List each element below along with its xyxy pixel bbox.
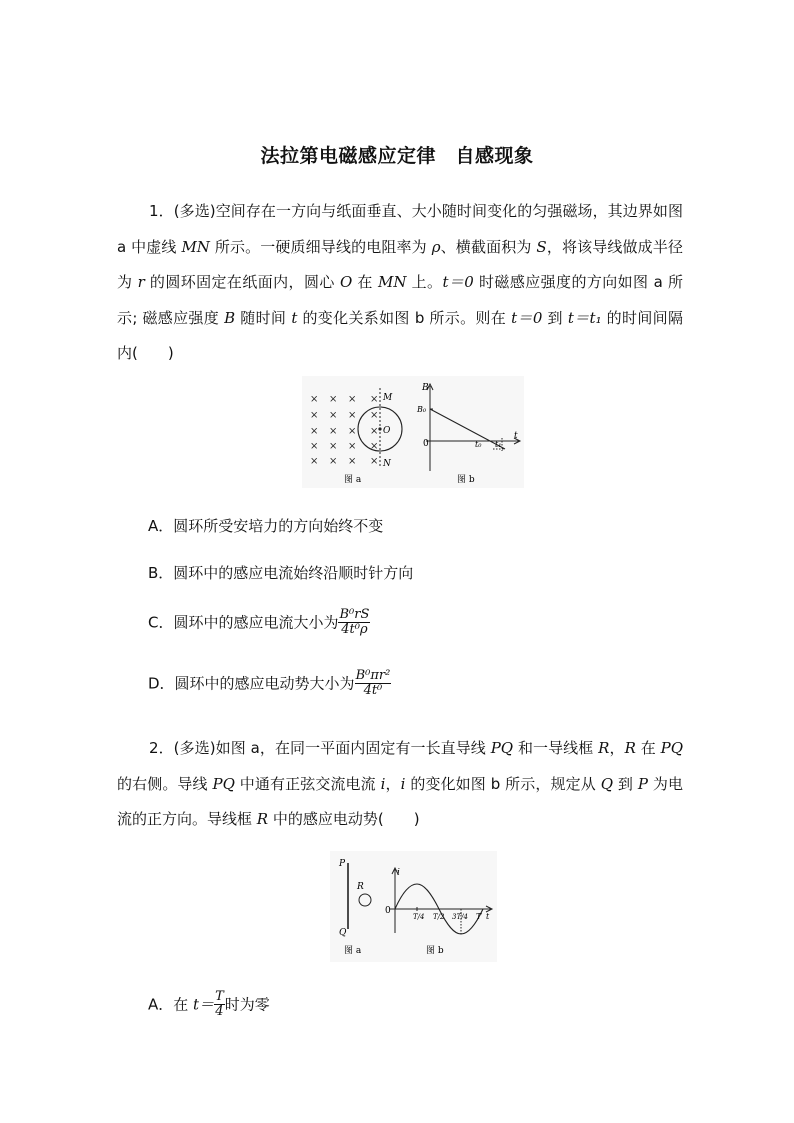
q2-option-a[interactable]: A．在 t＝ $\frac{T}{4}$ 时为零 xyxy=(148,989,270,1020)
label-B0: B₀ xyxy=(417,405,427,414)
axis-label-i: i xyxy=(397,868,400,878)
page-title: 法拉第电磁感应定律 自感现象 xyxy=(260,145,534,167)
svg-text:×: × xyxy=(329,410,338,421)
svg-text:×: × xyxy=(329,441,338,452)
fraction-d: $\frac{\text{B⁰πr²}}{\text{4t⁰}}$ xyxy=(355,668,391,699)
label-t0: t₀ xyxy=(475,440,482,449)
label-R: R xyxy=(357,882,364,892)
label-M: M xyxy=(383,393,393,403)
svg-text:×: × xyxy=(310,456,319,467)
svg-text:×: × xyxy=(348,426,357,437)
fraction-c: $\frac{\text{B⁰rS}}{\text{4t⁰ρ}}$ xyxy=(339,607,370,638)
q1-option-a[interactable]: A．圆环所受安培力的方向始终不变 xyxy=(148,517,384,535)
origin-zero: 0 xyxy=(385,906,391,916)
svg-text:×: × xyxy=(348,410,357,421)
label-P: P xyxy=(339,859,346,869)
center-dot xyxy=(378,427,381,430)
axis-label-B: B xyxy=(422,383,429,393)
label-Q: Q xyxy=(339,928,347,938)
svg-text:×: × xyxy=(348,441,357,452)
question-1-stem: 1．(多选)空间存在一方向与纸面垂直、大小随时间变化的匀强磁场，其边界如图 a 中虚线 MN 所示。一硬质细导线的电阻率为 ρ、横截面积为 S，将该导线做成半径为 r 的圆环固定在纸面内，圆心 O 在 MN 上。t＝0 时磁感应强度的方向如图 a 所示; 磁感应强度 B 随时间 t 的变化关系如图 b 所示。则在 t＝0 到 t＝t₁ 的时间间隔内( ) xyxy=(117,202,683,362)
svg-text:×: × xyxy=(370,426,379,437)
svg-text:×: × xyxy=(348,456,357,467)
q1-option-d[interactable]: D．圆环中的感应电动势大小为 $\frac{\text{B⁰πr²}}{\text{4t⁰}}$ xyxy=(148,668,391,699)
tick-T: T xyxy=(476,912,482,921)
tick-T4: T/4 xyxy=(413,913,425,921)
figure-q1 xyxy=(302,376,524,488)
tick-T2: T/2 xyxy=(433,913,445,921)
svg-text:×: × xyxy=(329,394,338,405)
svg-text:×: × xyxy=(370,441,379,452)
caption-a: 图 a xyxy=(344,475,362,485)
svg-text:×: × xyxy=(348,394,357,405)
tick-3T4: 3T/4 xyxy=(452,913,468,921)
axis-label-t: t xyxy=(486,912,490,921)
svg-text:×: × xyxy=(329,456,338,467)
svg-text:×: × xyxy=(310,410,319,421)
caption-b: 图 b xyxy=(426,946,444,956)
axis-label-t: t xyxy=(514,431,518,441)
question-2-stem: 2．(多选)如图 a，在同一平面内固定有一长直导线 PQ 和一导线框 R，R 在 PQ 的右侧。导线 PQ 中通有正弦交流电流 i，i 的变化如图 b 所示，规定从 Q 到 P 为电流的正方向。导线框 R 中的感应电动势( ) xyxy=(117,739,683,828)
fraction-t4: $\frac{T}{4}$ xyxy=(215,989,224,1020)
svg-text:×: × xyxy=(370,410,379,421)
label-N: N xyxy=(383,459,391,469)
label-t1: t₁ xyxy=(495,440,502,449)
cross-mark: × xyxy=(310,394,319,405)
caption-a: 图 a xyxy=(344,946,362,956)
origin-zero: 0 xyxy=(423,439,429,449)
svg-text:×: × xyxy=(370,456,379,467)
label-O: O xyxy=(383,426,391,436)
svg-text:×: × xyxy=(329,426,338,437)
svg-text:×: × xyxy=(310,441,319,452)
svg-text:×: × xyxy=(310,426,319,437)
q1-option-b[interactable]: B．圆环中的感应电流始终沿顺时针方向 xyxy=(148,564,414,582)
figure-q2 xyxy=(330,851,497,962)
svg-text:×: × xyxy=(370,394,379,405)
q1-option-c[interactable]: C．圆环中的感应电流大小为 $\frac{\text{B⁰rS}}{\text{4t⁰ρ}}$ xyxy=(148,607,370,638)
caption-b: 图 b xyxy=(457,475,475,485)
